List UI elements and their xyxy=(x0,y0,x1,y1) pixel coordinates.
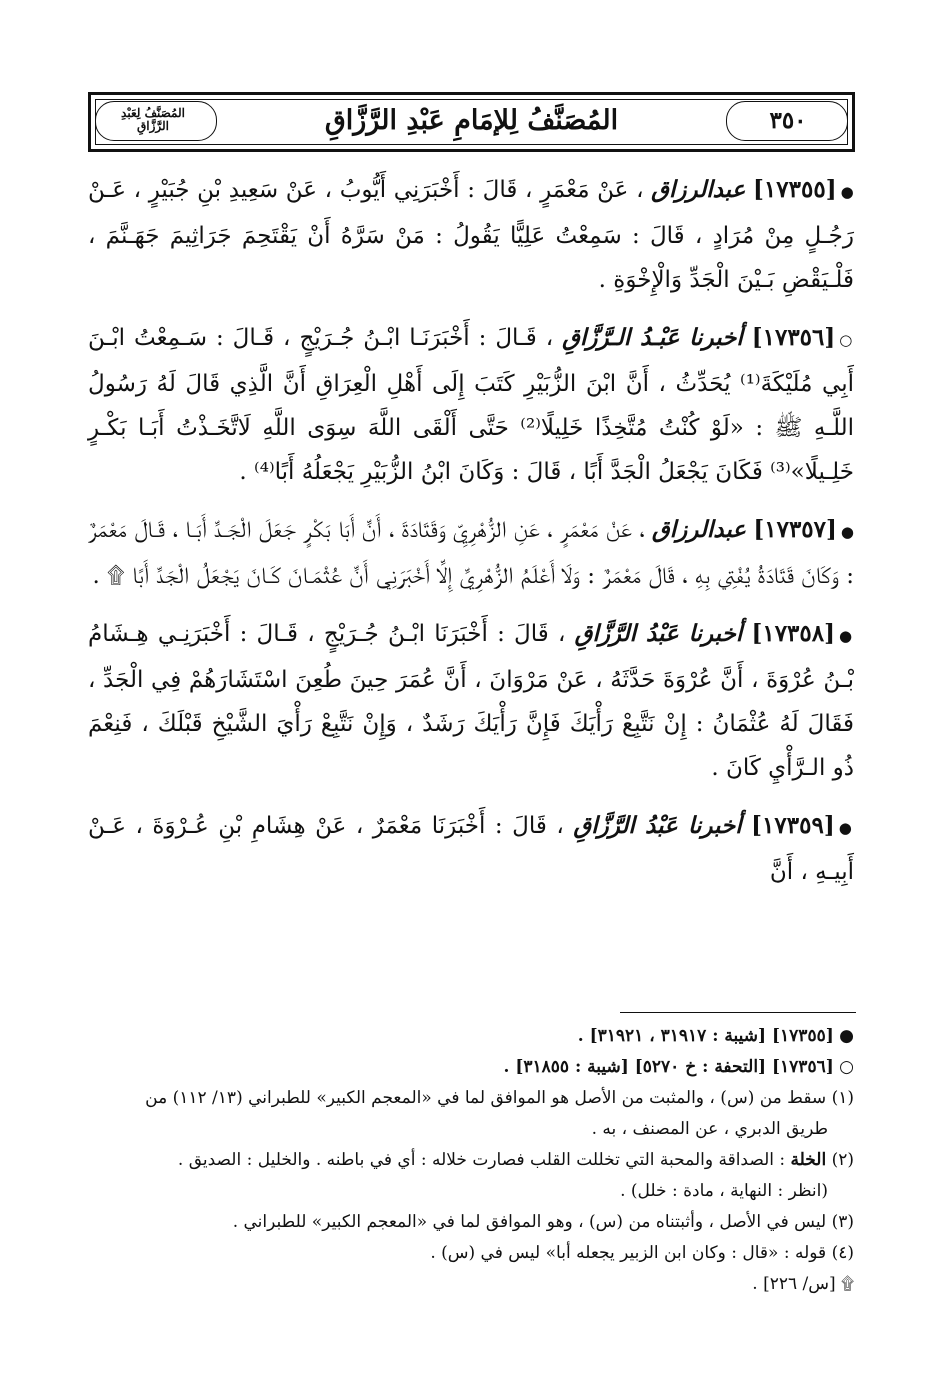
hadith-entry xyxy=(88,804,854,894)
footnote-text: سقط من (س) ، والمثبت من الأصل هو الموافق لما في «المعجم الكبير» للطبراني (١٣/ ١١٢) من xyxy=(145,1088,827,1108)
entry-text: ، عَنْ مَعْمَرٍ ، قَالَ : أَخْبَرَنِي أَيُّوبُ ، عَنْ سَعِيدِ بْنِ جُبَيْرٍ ، عَـنْ رَجُـلٍ مِنْ مُرَادٍ ، قَالَ : سَمِعْتُ عَلِيًّا يَقُولُ : مَنْ سَرَّهُ أَنْ يَقْتَحِمَ جَرَاثِيمَ جَهَـنَّمَ ، فَلْـيَقْضِ بَـيْنَ الْجَدِّ وَالْإِخْوَةِ . xyxy=(88,177,854,293)
footnote xyxy=(88,1084,854,1113)
footnote xyxy=(88,1208,854,1237)
entry-marker: ● xyxy=(838,819,855,837)
footnote-text: قوله : «قال : وكان ابن الزبير يجعله أبا» ليس في (س) . xyxy=(430,1243,827,1263)
footnotes xyxy=(88,1022,854,1301)
entry-source: عبدالرزاق xyxy=(651,176,746,203)
entry-text: ، قَالَ : أَخْبَرَنَا مَعْمَرٌ ، عَنْ هِشَامِ بْنِ عُـرْوَةَ ، عَـنْ أَبِيـهِ ، أَنَّ xyxy=(88,813,854,885)
reference-line xyxy=(88,1053,854,1082)
footnote-term: الخلة xyxy=(790,1150,827,1170)
entry-source: عبدالرزاق xyxy=(651,516,747,543)
footnote xyxy=(88,1146,854,1175)
page-header xyxy=(88,92,855,152)
reference-line xyxy=(88,1022,854,1051)
entry-marker: ● xyxy=(839,627,855,645)
footnote-continuation: طريق الدبري ، عن المصنف ، به . xyxy=(591,1119,828,1139)
book-emblem: المُصَنَّفُ لِعَبْدِ الرَّزَّاقِ xyxy=(121,105,185,133)
entry-text: ، عَنْ مَعْمَرٍ ، عَنِ الزُّهْرِيِّ وَقَتَادَةَ ، أَنَّ أَبَا بَكْرٍ جَعَلَ الْجَـدَّ أَبَـا ، قَـالَ مَعْمَرٌ : وَكَانَ قَتَادَةُ يُفْتِي بِهِ ، قَالَ مَعْمَرٌ : وَلَا أَعْلَمُ الزُّهْرِيَّ إِلَّا أَخْبَرَنِي أَنَّ عُثْمَـانَ كَـانَ يَجْعَلُ الْجَدَّ أَبًا ۩ . xyxy=(88,517,854,589)
book-title: المُصَنَّفُ لِلإمَامِ عَبْدِ الرَّزَّاقِ xyxy=(324,104,619,136)
reference-marker: ● xyxy=(839,1026,854,1046)
entry-source: أخبرنا عَبْدُ الرَّزَّاقِ xyxy=(573,812,742,839)
entry-number: [١٧٣٥٦] xyxy=(751,324,836,351)
reference-text: [١٧٣٥٥] [شيبة : ٣١٩١٧ ، ٣١٩٢١] . xyxy=(577,1026,834,1046)
footnote-text: ليس في الأصل ، وأثبتناه من (س) ، وهو الموافق لما في «المعجم الكبير» للطبراني . xyxy=(232,1212,827,1232)
entry-marker: ● xyxy=(840,523,854,541)
entry-text: ، قَالَ : أَخْبَرَنَا ابْـنُ جُـرَيْجٍ ، قَـالَ : أَخْبَرَنِـي هِـشَامُ بْـنُ عُرْوَةَ ، أَنَّ عُرْوَةَ حَدَّثَهُ ، عَنْ مَرْوَانَ ، أَنَّ عُمَرَ حِينَ طُعِنَ اسْتَشَارَهُمْ فِي الْجَدِّ ، فَقَالَ لَهُ عُثْمَانُ : إِنْ نَتَّبِعْ رَأْيَكَ فَإِنَّ رَأْيَكَ رَشَدٌ ، وَإِنْ نَتَّبِعْ رَأْيَ الشَّيْخِ قَبْلَكَ ، فَنِعْمَ ذُو الـرَّأْيِ كَانَ . xyxy=(88,621,854,781)
footnote-continuation: (انظر : النهاية ، مادة : خلل) . xyxy=(620,1181,828,1201)
footnote-number: (٤) xyxy=(831,1243,854,1263)
hadith-entry xyxy=(88,316,854,494)
hadith-entry xyxy=(88,168,854,302)
entry-number: [١٧٣٥٥] xyxy=(753,176,837,203)
entry-source: أخبرنا عَبْـدُ الـرَّزَّاقِ xyxy=(562,324,743,351)
page-number: ٣٥٠ xyxy=(769,106,807,134)
entry-marker: ● xyxy=(840,183,855,201)
footnote xyxy=(88,1239,854,1268)
footnote-number: (١) xyxy=(831,1088,854,1108)
entry-number: [١٧٣٥٩] xyxy=(751,812,835,839)
hadith-entry xyxy=(88,508,854,598)
entry-marker: ○ xyxy=(839,331,855,349)
entry-text: ، قَـالَ : أَخْبَرَنَـا ابْـنُ جُـرَيْجٍ ، قَـالَ : سَـمِعْتُ ابْـنَ أَبِي مُلَيْكَةَ⁽¹⁾ يُحَدِّثُ ، أَنَّ ابْنَ الزُّبَيْرِ كَتَبَ إِلَى أَهْلِ الْعِرَاقِ أَنَّ الَّذِي قَالَ لَهُ رَسُولُ اللَّـهِ ﷺ : «لَوْ كُنْتُ مُتَّخِذًا خَلِيلًا⁽²⁾ حَتَّى أَلْقَى اللَّهَ سِوَى اللَّهِ لَاتَّخَـذْتُ أَبَـا بَكْـرٍ خَلِـيلًا»⁽³⁾ فَكَانَ يَجْعَلُ الْجَدَّ أَبًا ، قَالَ : وَكَانَ ابْنُ الزُّبَيْرِ يَجْعَلُهُ أَبًا⁽⁴⁾ . xyxy=(88,325,854,485)
entry-number: [١٧٣٥٧] xyxy=(753,516,837,543)
entry-source: أخبرنا عَبْدُ الرَّزَّاقِ xyxy=(574,620,743,647)
main-text xyxy=(88,168,854,908)
footnote-number: (٢) xyxy=(831,1150,854,1170)
reference-text: [١٧٣٥٦] [التحفة : خ ٥٢٧٠] [شيبة : ٣١٨٥٥] . xyxy=(503,1057,834,1077)
reference-marker: ○ xyxy=(839,1057,854,1077)
footnote-number: (٣) xyxy=(831,1212,854,1232)
hadith-entry xyxy=(88,612,854,790)
entry-number: [١٧٣٥٨] xyxy=(751,620,836,647)
footnote-text: : الصداقة والمحبة التي تخللت القلب فصارت خلاله : أي في باطنه . والخليل : الصديق . xyxy=(177,1150,786,1170)
folio-reference: ۩ [س/ ٢٢٦] . xyxy=(752,1274,854,1294)
footnote-divider xyxy=(620,1012,856,1013)
